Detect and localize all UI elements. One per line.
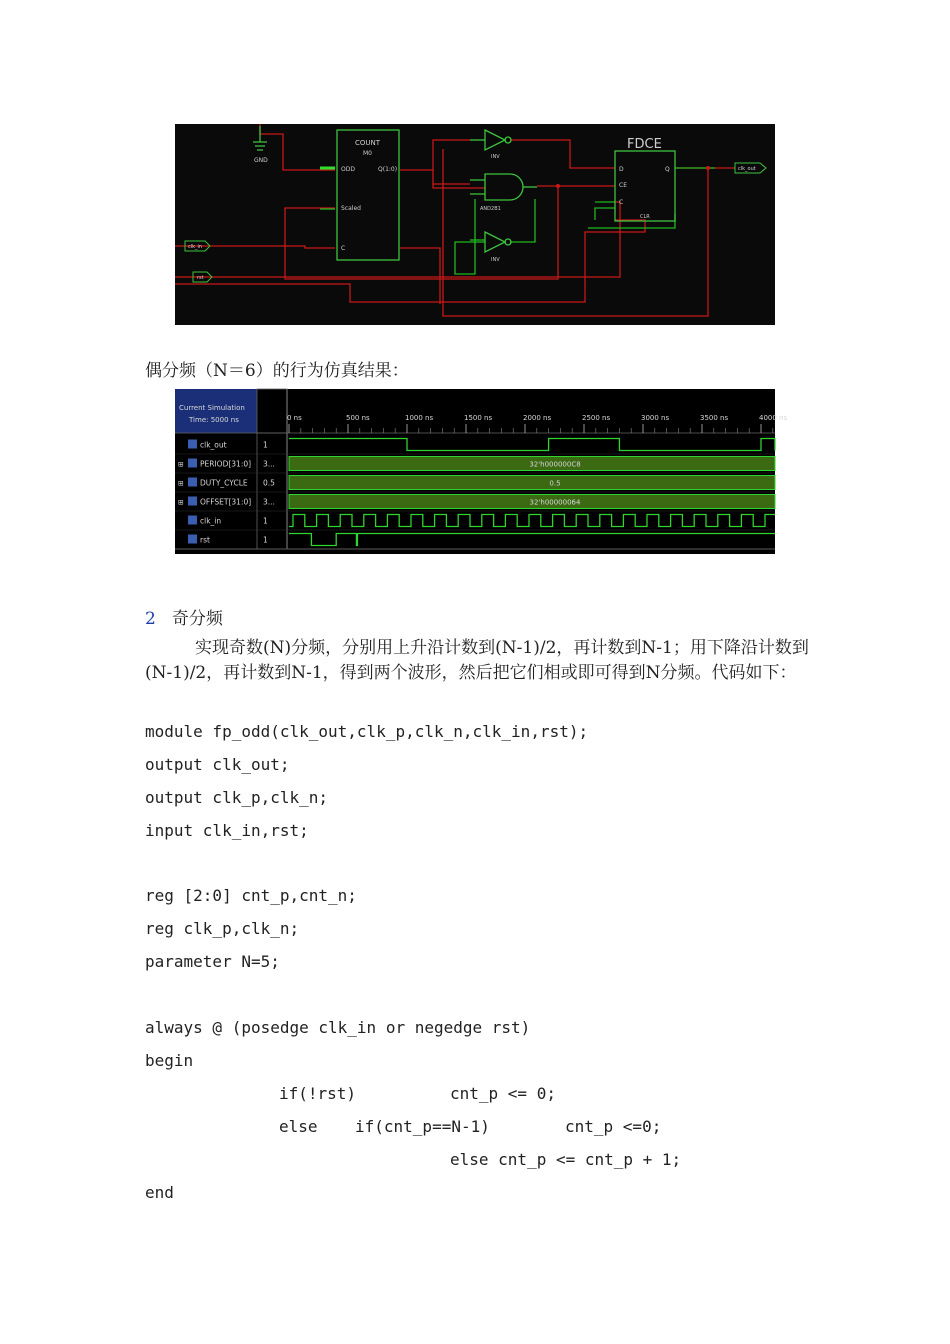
bus-value-label: 0.5	[549, 479, 561, 488]
code-line: reg [2:0] cnt_p,cnt_n;	[145, 886, 357, 905]
code-line: module fp_odd(clk_out,clk_p,clk_n,clk_in,rst);	[145, 722, 589, 741]
expand-icon: ⊞	[178, 498, 184, 507]
count-pin-scaled: Scaled	[341, 205, 361, 212]
figure-caption: 偶分频（N＝6）的行为仿真结果：	[145, 361, 409, 381]
junction-dot	[706, 166, 710, 170]
code-line: if(!rst)	[279, 1084, 357, 1103]
body-paragraph: 实现奇数(N)分频，分别用上升沿计数到(N-1)/2，再计数到N-1；用下降沿计数到(N-1)/2，再计数到N-1，得到两个波形，然后把它们相或即可得到N分频。代码如下：	[145, 638, 809, 683]
signal-name: OFFSET[31:0]	[200, 497, 252, 507]
code-line: parameter N=5;	[145, 952, 280, 971]
count-pin-q: Q(1:0)	[378, 166, 398, 173]
fdce-pin-q: Q	[665, 166, 670, 173]
time-tick-label: 2000 ns	[523, 414, 552, 422]
signal-value: 1	[263, 440, 268, 450]
time-tick-label: 2500 ns	[582, 414, 611, 422]
code-line: reg clk_p,clk_n;	[145, 919, 300, 938]
count-pin-odd: ODD	[341, 166, 355, 173]
signal-icon	[188, 459, 197, 468]
fdce-pin-clr: CLR	[640, 214, 650, 220]
gnd-symbol-icon	[253, 126, 267, 150]
signal-waveform	[289, 515, 775, 527]
fdce-pin-c: C	[619, 199, 624, 206]
inv-top-label: INV	[491, 154, 500, 160]
time-tick-label: 4000 ns	[759, 414, 788, 422]
signal-value: 3...	[263, 459, 275, 469]
bus-value-label: 32'h00000064	[529, 498, 581, 507]
inverter-top-icon	[470, 130, 511, 150]
waveform-svg	[175, 389, 788, 554]
time-tick-label: 1500 ns	[464, 414, 493, 422]
signal-waveform	[289, 439, 775, 451]
signal-value: 1	[263, 535, 268, 545]
count-pin-c: C	[341, 245, 346, 252]
signal-value: 0.5	[263, 478, 275, 488]
schematic-figure	[175, 124, 775, 325]
sim-header-line2: Time: 5000 ns	[189, 416, 239, 424]
signal-value: 1	[263, 516, 268, 526]
count-sub: M0	[363, 150, 372, 157]
signal-icon	[188, 478, 197, 487]
port-rst-label: rst	[197, 275, 204, 281]
code-line: input clk_in,rst;	[145, 821, 309, 840]
code-line: cnt_p <=0;	[565, 1117, 662, 1136]
port-clk-out-label: clk_out	[738, 166, 756, 172]
fdce-pin-d: D	[619, 166, 624, 173]
signal-name: DUTY_CYCLE	[200, 478, 248, 488]
time-tick-label: 3500 ns	[700, 414, 729, 422]
signal-icon	[188, 535, 197, 544]
signal-name: clk_in	[200, 516, 222, 526]
bus-value-label: 32'h000000C8	[529, 460, 581, 469]
port-clk-in-label: clk_in	[188, 244, 203, 250]
fdce-pin-ce: CE	[619, 182, 627, 189]
code-line: else cnt_p <= cnt_p + 1;	[450, 1150, 682, 1169]
code-line: output clk_p,clk_n;	[145, 788, 329, 807]
value-header-cell	[257, 389, 287, 433]
time-tick-label: 1000 ns	[405, 414, 434, 422]
code-line: begin	[145, 1051, 194, 1070]
expand-icon: ⊞	[178, 479, 184, 488]
signal-name: clk_out	[200, 440, 227, 450]
time-tick-label: 3000 ns	[641, 414, 670, 422]
inverter-bottom-icon	[485, 232, 511, 252]
time-tick-label: 0 ns	[287, 414, 302, 422]
code-line: end	[145, 1183, 174, 1202]
and-gate-icon	[470, 174, 537, 200]
gnd-label: GND	[254, 157, 268, 164]
junction-dot	[556, 184, 560, 188]
count-title: COUNT	[355, 139, 381, 147]
section-title: 奇分频	[171, 609, 223, 629]
and-gate-label: AND2B1	[480, 206, 501, 212]
signal-icon	[188, 440, 197, 449]
bus-waveform	[289, 476, 775, 490]
schematic-svg	[175, 124, 775, 325]
inv-bottom-label: INV	[491, 257, 500, 263]
section-number: 2	[145, 609, 156, 629]
section-heading	[145, 604, 223, 629]
code-line: always @ (posedge clk_in or negedge rst)	[145, 1018, 531, 1037]
sim-header-line1: Current Simulation	[179, 404, 245, 412]
signal-waveform	[289, 534, 775, 546]
signal-icon	[188, 497, 197, 506]
time-tick-label: 500 ns	[346, 414, 370, 422]
code-line: if(cnt_p==N-1)	[355, 1117, 490, 1136]
code-line: output clk_out;	[145, 755, 290, 774]
fdce-title: FDCE	[627, 137, 662, 152]
signal-name: PERIOD[31:0]	[200, 459, 252, 469]
code-line: cnt_p <= 0;	[450, 1084, 556, 1103]
code-line: else	[279, 1117, 318, 1136]
signal-name: rst	[200, 535, 210, 545]
expand-icon: ⊞	[178, 460, 184, 469]
signal-icon	[188, 516, 197, 525]
signal-value: 3...	[263, 497, 275, 507]
waveform-window	[175, 389, 788, 554]
